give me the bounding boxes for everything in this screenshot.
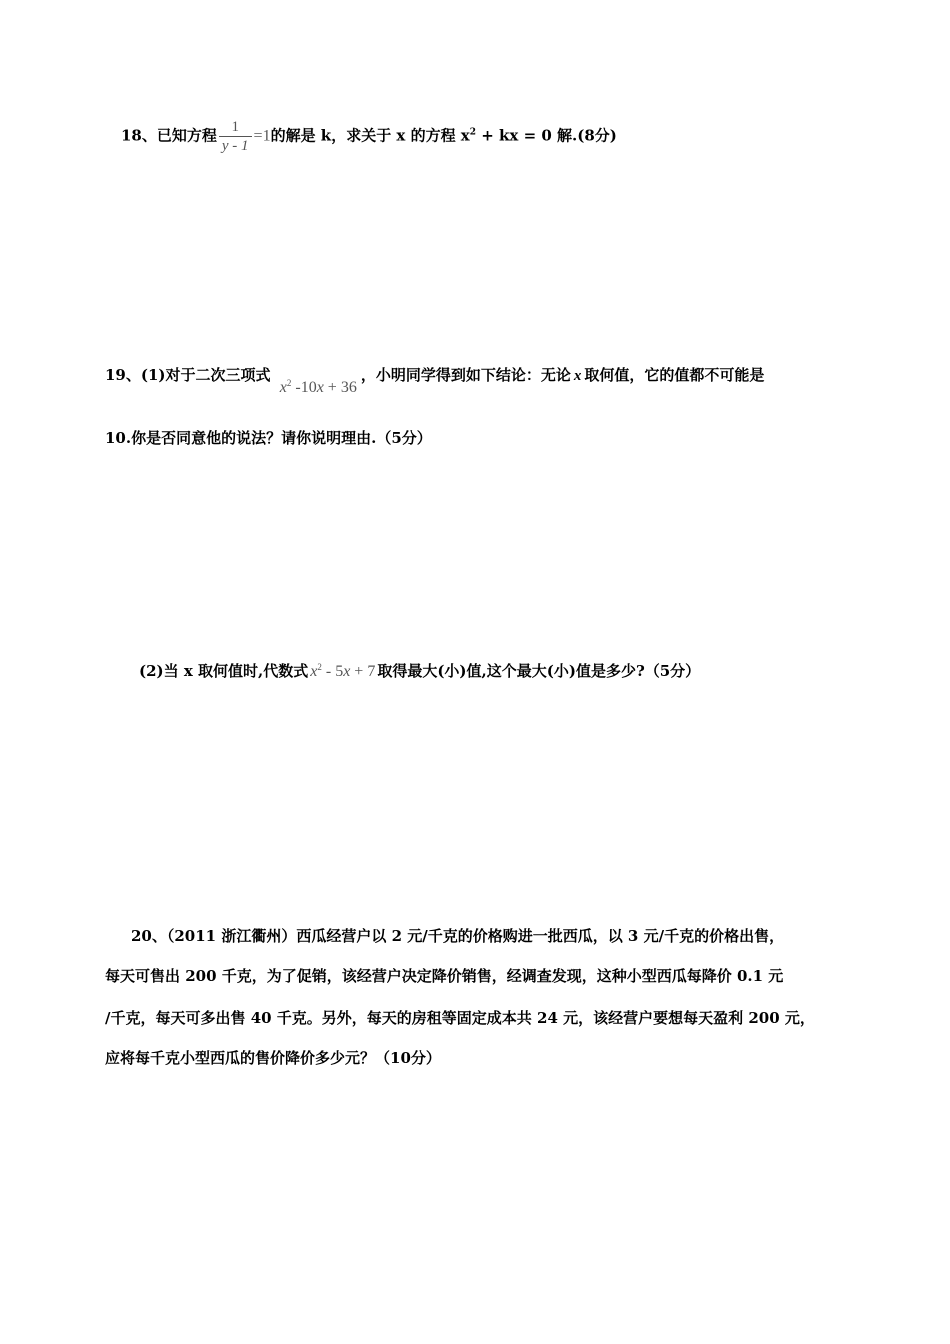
question-text: 取得最大(小)值,这个最大(小)值是多少?（5分） (377, 662, 701, 680)
question-20-line1: 20、（2011 浙江衢州）西瓜经营户以 2 元/千克的价格购进一批西瓜，以 3 元/千克的价格出售， (131, 927, 785, 945)
question-text: 的解是 k，求关于 x 的方程 x (270, 126, 470, 145)
question-text: 19、(1)对于二次三项式 (105, 366, 271, 384)
question-20-line2: 每天可售出 200 千克，为了促销，该经营户决定降价销售，经调查发现，这种小型西瓜每降价 0.1 元 (105, 967, 784, 985)
question-19-part1-line1 (105, 360, 765, 396)
variable: x (573, 368, 582, 384)
question-text: 取何值，它的值都不可能是 (584, 366, 765, 384)
question-19-part1-line2: 10.你是否同意他的说法？请你说明理由.（5分） (105, 429, 432, 447)
question-20-line3: /千克，每天可多出售 40 千克。另外，每天的房租等固定成本共 24 元，该经营户要想每天盈利 200 元， (105, 1009, 815, 1027)
question-number: 18、 (121, 126, 157, 145)
question-text: (2)当 x 取何值时,代数式 (139, 662, 309, 680)
question-20-line4: 应将每千克小型西瓜的售价降价多少元？（10分） (105, 1049, 441, 1067)
question-text: 已知方程 (156, 126, 217, 145)
exponent: 2 (469, 127, 477, 138)
fraction (219, 118, 252, 155)
fraction-numerator: 1 (231, 119, 239, 135)
question-text: ，小明同学得到如下结论：无论 (360, 366, 571, 384)
question-19-part2 (139, 661, 700, 682)
fraction-denominator: y - 1 (219, 136, 252, 155)
equation-rhs: =1 (253, 127, 271, 145)
question-text: + kx = 0 解.(8分) (476, 126, 617, 145)
question-18 (121, 118, 617, 155)
expression-quadratic-2: $x^2 - 5x + 7$ (310, 662, 376, 680)
expression-quadratic: $x^2$ -10x + 36 (279, 378, 357, 396)
